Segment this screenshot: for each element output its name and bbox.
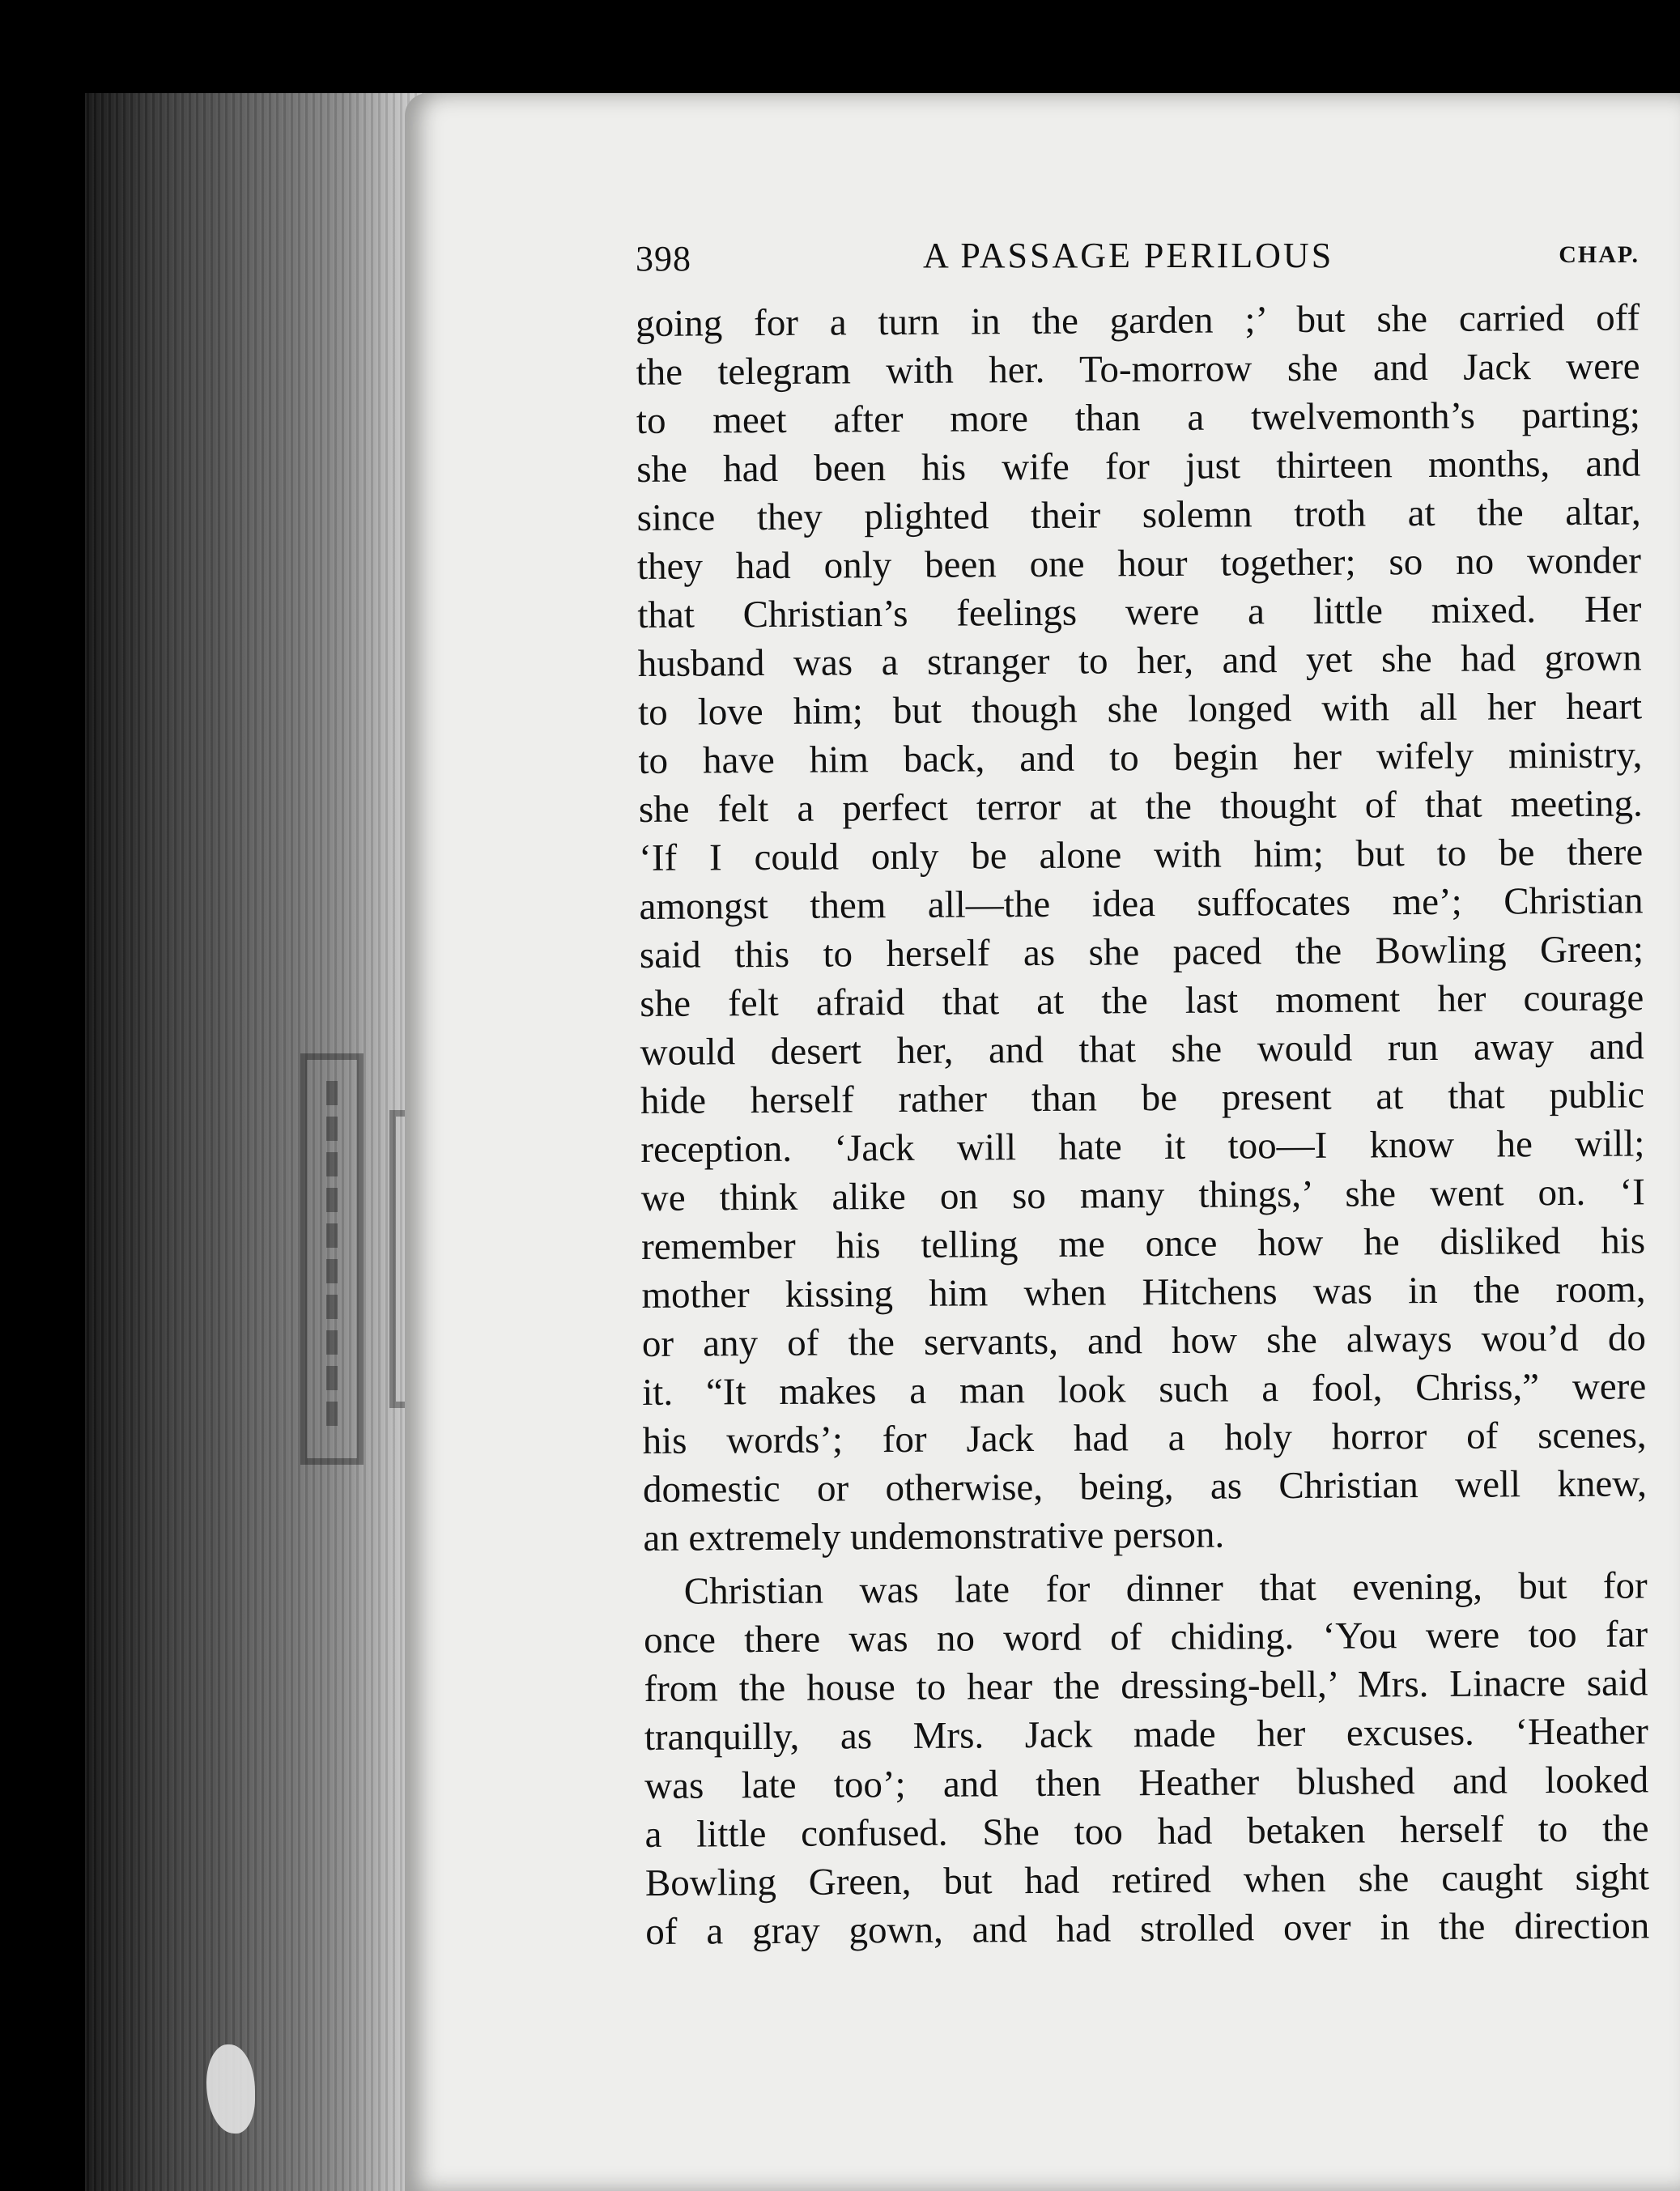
- text-line: to have him back, and to begin her wifely ministry,: [638, 734, 1643, 782]
- text-line: was late too’; and then Heather blushed and looked: [644, 1759, 1649, 1807]
- book-title: A PASSAGE PERILOUS: [923, 236, 1334, 275]
- text-line: since they plighted their solemn troth at the altar,: [636, 491, 1641, 539]
- paragraph: [644, 1561, 1650, 1956]
- text-line: a little confused. She too had betaken herself to the: [644, 1807, 1649, 1856]
- text-line: his words’; for Jack had a holy horror of scenes,: [642, 1414, 1647, 1462]
- running-head: [636, 235, 1640, 283]
- text-line: husband was a stranger to her, and yet she had grown: [637, 636, 1642, 685]
- text-line: remember his telling me once how he disliked his: [640, 1219, 1646, 1268]
- body-text: [636, 293, 1649, 1956]
- text-line: said this to herself as she paced the Bowling Green;: [639, 928, 1644, 976]
- text-line: an extremely undemonstrative person.: [643, 1513, 1225, 1559]
- text-line: tranquilly, as Mrs. Jack made her excuses. ‘Heather: [644, 1710, 1648, 1759]
- text-line: amongst them all—the idea suffocates me’; Christian: [639, 879, 1644, 928]
- text-line: Christian was late for dinner that evening, but for: [683, 1564, 1648, 1613]
- text-line: mother kissing him when Hitchens was in the room,: [641, 1268, 1646, 1317]
- text-line: going for a turn in the garden ;’ but she carried off: [636, 296, 1640, 345]
- text-line: to meet after more than a twelvemonth’s parting;: [636, 394, 1641, 442]
- text-line: she felt a perfect terror at the thought of that meeting.: [638, 782, 1643, 831]
- text-line: reception. ‘Jack will hate it too—I know he will;: [640, 1122, 1645, 1171]
- text-line: that Christian’s feelings were a little mixed. Her: [637, 588, 1642, 636]
- text-line: once there was no word of chiding. ‘You were too far: [643, 1613, 1648, 1661]
- text-line: domestic or otherwise, being, as Christian well knew,: [642, 1462, 1648, 1511]
- text-line: Bowling Green, but had retired when she caught sight: [644, 1856, 1650, 1904]
- paragraph: [636, 293, 1648, 1563]
- text-line: of a gray gown, and had strolled over in the direction: [645, 1904, 1650, 1953]
- text-line: hide herself rather than be present at that public: [640, 1074, 1645, 1122]
- paper-fleck: [206, 2044, 255, 2134]
- text-line: ‘If I could only be alone with him; but to be there: [639, 831, 1644, 879]
- text-line: it. “It makes a man look such a fool, Chriss,” were: [642, 1365, 1647, 1414]
- text-line: they had only been one hour together; so no wonder: [636, 539, 1642, 588]
- page-number: 398: [636, 239, 691, 279]
- text-line: would desert her, and that she would run away and: [640, 1025, 1644, 1074]
- text-line: she had been his wife for just thirteen months, and: [636, 442, 1641, 491]
- text-line: she felt afraid that at the last moment her courage: [640, 976, 1644, 1025]
- text-line: from the house to hear the dressing-bell,’ Mrs. Linacre said: [644, 1661, 1648, 1710]
- book-spine-edge: [85, 93, 441, 2191]
- text-line: we think alike on so many things,’ she went on. ‘I: [640, 1171, 1645, 1219]
- chapter-label: CHAP.: [1559, 241, 1640, 268]
- text-line: or any of the servants, and how she always wou’d do: [641, 1317, 1647, 1365]
- text-line: the telegram with her. To-morrow she and Jack were: [636, 345, 1640, 394]
- text-line: to love him; but though she longed with all her heart: [637, 685, 1643, 734]
